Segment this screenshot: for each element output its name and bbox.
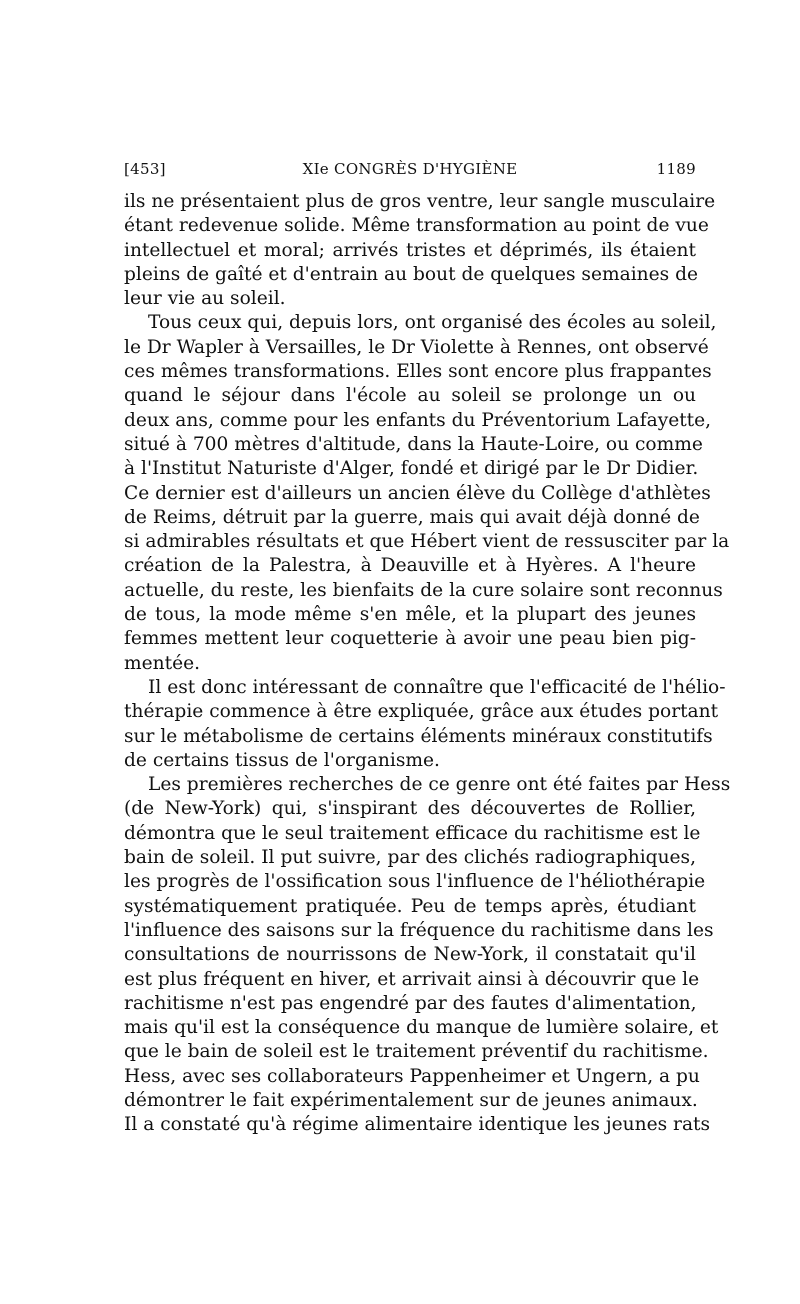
text-line: bain de soleil. Il put suivre, par des clichés radiographiques, — [124, 847, 696, 869]
text-line: ils ne présentaient plus de gros ventre, leur sangle musculaire — [124, 191, 716, 212]
text-line: actuelle, du reste, les bienfaits de la cure solaire sont reconnus — [124, 579, 723, 601]
text-line: rachitisme n'est pas engendré par des fautes d'alimentation, — [124, 992, 697, 1014]
paragraph — [124, 676, 726, 773]
page-reference: [453] — [124, 160, 166, 178]
text-line: de Reims, détruit par la guerre, mais qui avait déjà donné de — [124, 506, 700, 528]
paragraph — [124, 190, 716, 311]
text-line: mais qu'il est la conséquence du manque de lumière solaire, et — [124, 1017, 719, 1039]
text-line: l'influence des saisons sur la fréquence du rachitisme dans les — [124, 919, 714, 941]
running-header — [124, 160, 696, 182]
text-line: Il a constaté qu'à régime alimentaire identique les jeunes rats — [124, 1114, 711, 1136]
text-line: de tous, la mode même s'en mêle, et la plupart des jeunes — [124, 604, 696, 626]
text-line: consultations de nourrissons de New-York, il constatait qu'il — [124, 944, 696, 966]
text-line: étant redevenue solide. Même transformation au point de vue — [124, 215, 709, 237]
text-line: intellectuel et moral; arrivés tristes et déprimés, ils étaient — [124, 239, 696, 261]
text-line: (de New-York) qui, s'inspirant des découvertes de Rollier, — [124, 798, 696, 820]
text-line: est plus fréquent en hiver, et arrivait ainsi à découvrir que le — [124, 968, 700, 990]
text-line: quand le séjour dans l'école au soleil se prolonge un ou — [124, 385, 696, 407]
paragraph — [124, 773, 731, 1137]
text-line: le Dr Wapler à Versailles, le Dr Violette à Rennes, ont observé — [124, 336, 709, 358]
running-title: XIe CONGRÈS D'HYGIÈNE — [302, 160, 518, 178]
text-line: deux ans, comme pour les enfants du Préventorium Lafayette, — [124, 409, 712, 431]
text-line: Il est donc intéressant de connaître que l'efficacité de l'hélio- — [148, 676, 726, 698]
text-line: Les premières recherches de ce genre ont été faites par Hess — [148, 774, 731, 796]
text-line: si admirables résultats et que Hébert vient de ressusciter par la — [124, 531, 730, 553]
text-line: sur le métabolisme de certains éléments minéraux constitutifs — [124, 725, 713, 747]
paragraph — [124, 311, 730, 675]
text-line: femmes mettent leur coquetterie à avoir une peau bien pig- — [124, 628, 696, 650]
text-line: à l'Institut Naturiste d'Alger, fondé et dirigé par le Dr Didier. — [124, 458, 699, 480]
text-line: pleins de gaîté et d'entrain au bout de quelques semaines de — [124, 263, 698, 285]
text-line: situé à 700 mètres d'altitude, dans la Haute-Loire, ou comme — [124, 433, 703, 455]
text-line: Hess, avec ses collaborateurs Pappenheimer et Ungern, a pu — [124, 1065, 700, 1087]
text-line: démontra que le seul traitement efficace du rachitisme est le — [124, 822, 701, 844]
text-line: Ce dernier est d'ailleurs un ancien élève du Collège d'athlètes — [124, 482, 711, 504]
page-number: 1189 — [656, 160, 696, 178]
text-line: systématiquement pratiquée. Peu de temps après, étudiant — [124, 895, 696, 917]
text-line: les progrès de l'ossification sous l'influence de l'héliothérapie — [124, 871, 706, 893]
body-text — [124, 190, 731, 1138]
text-line: que le bain de soleil est le traitement préventif du rachitisme. — [124, 1041, 709, 1063]
text-line: ces mêmes transformations. Elles sont encore plus frappantes — [124, 361, 712, 383]
text-line: mentée. — [124, 652, 201, 674]
text-line: leur vie au soleil. — [124, 288, 286, 310]
text-line: thérapie commence à être expliquée, grâce aux études portant — [124, 701, 719, 723]
text-line: création de la Palestra, à Deauville et à Hyères. A l'heure — [124, 555, 696, 577]
text-line: démontrer le fait expérimentalement sur de jeunes animaux. — [124, 1089, 698, 1111]
text-line: Tous ceux qui, depuis lors, ont organisé des écoles au soleil, — [148, 312, 717, 334]
text-line: de certains tissus de l'organisme. — [124, 749, 440, 771]
